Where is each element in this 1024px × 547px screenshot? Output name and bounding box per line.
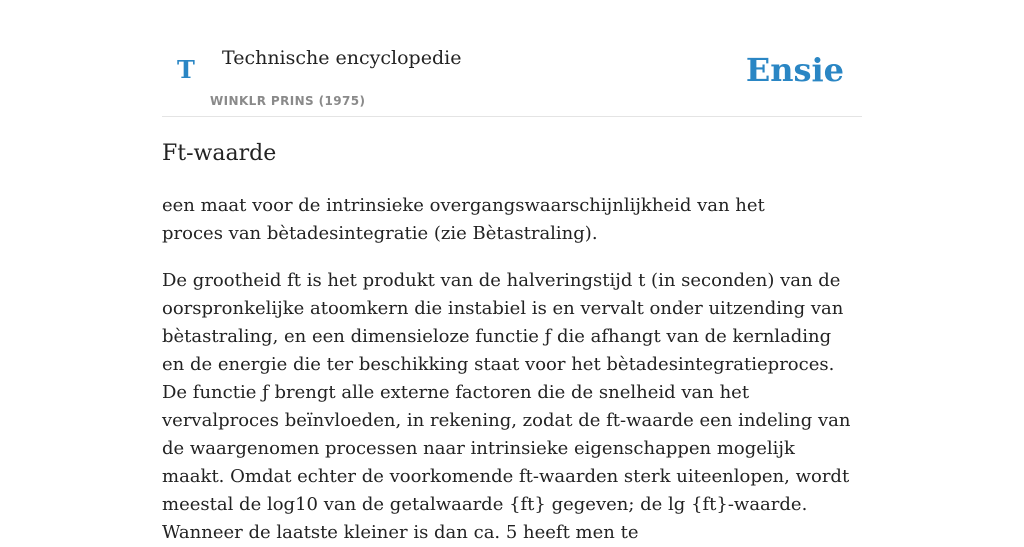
- source-title-link[interactable]: Technische encyclopedie: [222, 47, 462, 69]
- article: [162, 138, 862, 547]
- source-logo[interactable]: T: [177, 55, 195, 84]
- article-paragraph: De grootheid ft is het produkt van de halveringstijd t (in seconden) van de oorspronkelijke atoomkern die instabiel is en vervalt onder uitzending van bètastraling, en een dimensieloze functie ƒ die afhangt van de kernlading en de energie die ter beschikking staat voor het bètadesintegratieproces. De functie ƒ brengt alle externe factoren die de snelheid van het vervalproces beïnvloeden, in rekening, zodat de ft-waarde een indeling van de waargenomen processen naar intrinsieke eigenschappen mogelijk maakt. Omdat echter de voorkomende ft-waarden sterk uiteenlopen, wordt meestal de log10 van de getalwaarde {ft} gegeven; de lg {ft}-waarde. Wanneer de laatste kleiner is dan ca. 5 heeft men te: [162, 270, 851, 543]
- article-title: Ft-waarde: [162, 141, 277, 166]
- article-paragraph: een maat voor de intrinsieke overgangswaarschijnlijkheid van het proces van bètadesintegratie (zie Bètastraling).: [162, 195, 765, 244]
- source-header: [162, 0, 862, 117]
- brand-logo[interactable]: Ensie: [745, 51, 844, 89]
- source-subtitle: WINKLR PRINS (1975): [210, 94, 366, 108]
